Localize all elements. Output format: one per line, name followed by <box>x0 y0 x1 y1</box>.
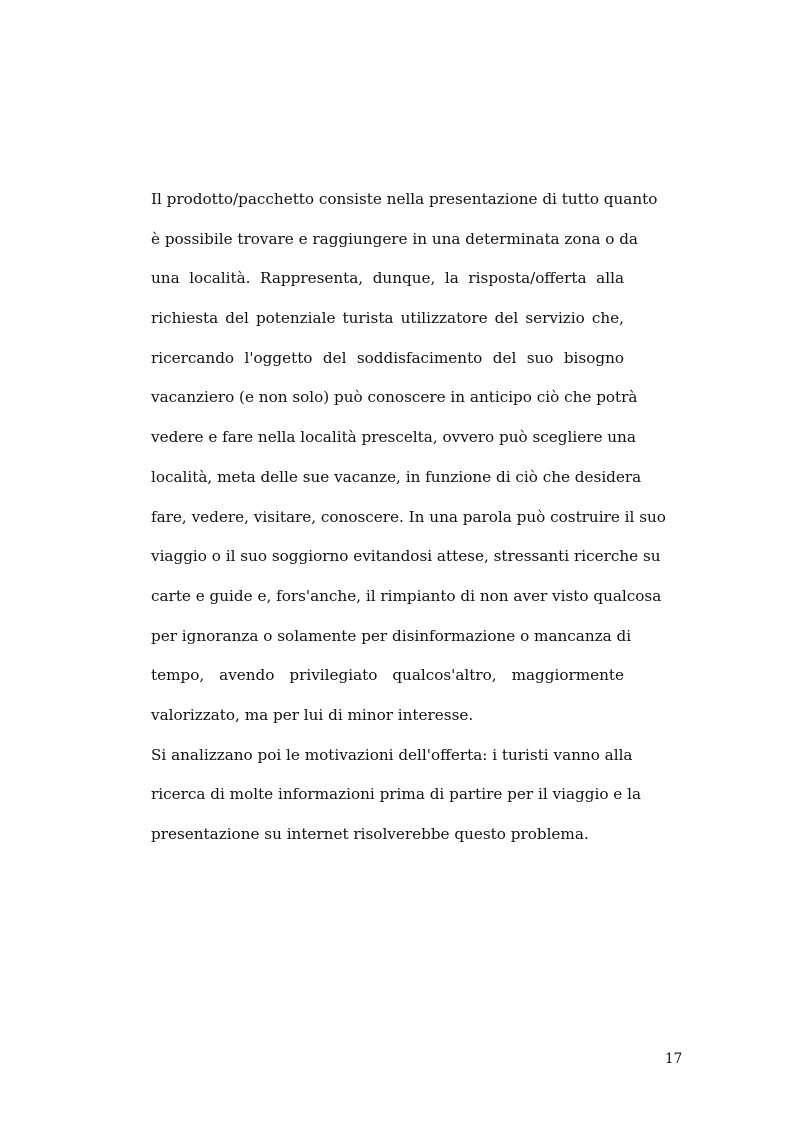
page-number: 17 <box>665 1051 683 1067</box>
text-line: fare, vedere, visitare, conoscere. In una parola può costruire il suo <box>151 507 666 526</box>
text-line: vacanziero (e non solo) può conoscere in anticipo ciò che potrà <box>151 388 638 407</box>
text-line: richiesta del potenziale turista utilizzatore del servizio che, <box>151 309 624 328</box>
text-line: Si analizzano poi le motivazioni dell'offerta: i turisti vanno alla <box>151 745 633 764</box>
text-line: ricerca di molte informazioni prima di partire per il viaggio e la <box>151 785 642 804</box>
text-line: Il prodotto/pacchetto consiste nella presentazione di tutto quanto <box>151 190 658 208</box>
text-line: è possibile trovare e raggiungere in una determinata zona o da <box>151 229 638 248</box>
text-line: presentazione su internet risolverebbe questo problema. <box>151 825 589 843</box>
paragraph-2 <box>151 740 642 859</box>
paragraph-1 <box>151 184 666 740</box>
body-text <box>151 184 666 859</box>
text-line: vedere e fare nella località prescelta, ovvero può scegliere una <box>151 428 636 447</box>
text-line: località, meta delle sue vacanze, in funzione di ciò che desidera <box>151 467 642 486</box>
text-line: tempo, avendo privilegiato qualcos'altro, maggiormente <box>151 666 624 685</box>
text-line: per ignoranza o solamente per disinformazione o mancanza di <box>151 626 632 645</box>
text-line: valorizzato, ma per lui di minor interesse. <box>151 705 474 724</box>
text-line: una località. Rappresenta, dunque, la risposta/offerta alla <box>151 269 624 288</box>
text-line: carte e guide e, fors'anche, il rimpianto di non aver visto qualcosa <box>151 586 662 605</box>
text-line: viaggio o il suo soggiorno evitandosi attese, stressanti ricerche su <box>151 547 661 566</box>
text-line: ricercando l'oggetto del soddisfacimento del suo bisogno <box>151 348 624 367</box>
